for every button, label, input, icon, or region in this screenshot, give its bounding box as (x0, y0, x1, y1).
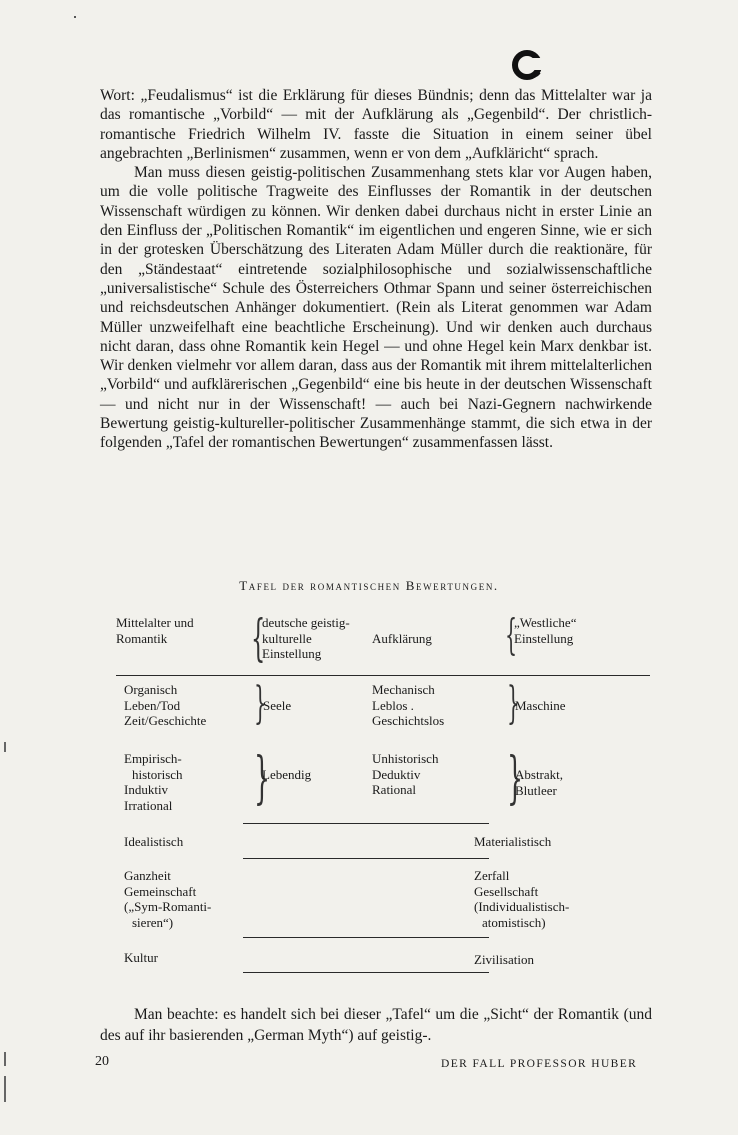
header-col2-line: kulturelle (262, 630, 312, 646)
group2-col3-line: Unhistorisch (372, 751, 439, 766)
group1-col2: Seele (263, 698, 292, 713)
header-col3: Aufklärung (372, 631, 432, 646)
group4-left-line: („Sym-Romanti- (124, 899, 212, 914)
group2-col4 (515, 767, 563, 798)
running-title: DER FALL PROFESSOR HUBER (441, 1058, 638, 1070)
group2-col4-line: Abstrakt, (515, 767, 564, 782)
paragraph-2: Man muss diesen geistig-politischen Zusammenhang stets klar vor Augen haben, um die volle politische Tragweite des Einflusses der Romantik in der deutschen Wissenschaft würdigen zu können. Wir denken dabei durchaus nicht in erster Linie an den Einfluss der „Politischen Romantik“ im eigentlichen und engeren Sinne, wie er sich in der grotesken Überschätzung des Literaten Adam Müller durch die reaktionäre, für den „Ständestaat“ eintretende sozialphilosophische und sozialwissenschaftliche „universalistische“ Schule des Österreichers Othmar Spann und seiner österreichischen und reichsdeutschen Anhänger dokumentiert. (Rein als Literat genommen war Adam Müller unzweifelhaft eine beachtliche Erscheinung). Und wir denken auch durchaus nicht daran, dass ohne Romantik kein Hegel — und ohne Hegel kein Marx denkbar ist. Wir denken vielmehr vor allem daran, dass aus der Romantik mit ihrem mittelalterlichen „Vorbild“ und aufklärerischen „Gegenbild“ eine bis heute in der deutschen Wissenschaft — und nicht nur in der Wissenschaft! — auch bei Nazi-Gegnern nachwirkende Bewertung geistig-kultureller-politischer Zusammenhänge stammt, die sich etwa in der folgenden „Tafel der romantischen Bewertungen“ zusammenfassen lässt. (100, 164, 652, 452)
header-col1 (116, 615, 194, 646)
group2-col1-line: Irrational (124, 797, 173, 813)
group1-col3-line: Mechanisch (372, 682, 435, 697)
scan-speck (4, 1052, 6, 1066)
group3-right: Materialistisch (474, 834, 552, 849)
body-text (100, 86, 652, 453)
group2-col1 (124, 751, 183, 813)
group1-col3 (372, 682, 444, 729)
scan-speck (74, 16, 76, 18)
group4-left (124, 868, 211, 930)
brace-icon: } (254, 746, 271, 811)
header-col1-line: Mittelalter und (116, 615, 194, 630)
publisher-logo-icon (510, 48, 544, 82)
group4-right-line: atomistisch) (482, 914, 546, 930)
table-title: Tafel der romantischen Bewertungen. (239, 578, 499, 593)
header-col4 (514, 615, 576, 646)
closing-paragraph: Man beachte: es handelt sich bei dieser „Tafel“ um die „Sicht“ der Romantik (und des auf ihr basierenden „German Myth“) auf geistig-. (100, 1006, 652, 1044)
header-col4-line: „Westliche“ (514, 615, 577, 630)
brace-icon: } (507, 678, 520, 729)
group1-col1-line: Organisch (124, 682, 178, 697)
group1-col4: Maschine (515, 698, 566, 713)
group2-col1-line: Empirisch- (124, 751, 182, 766)
page-number: 20 (95, 1054, 109, 1069)
group5-right: Zivilisation (474, 952, 534, 967)
group4-right-line: (Individualistisch- (474, 899, 570, 914)
header-col4-line: Einstellung (514, 630, 574, 646)
group1-col3-line: Leblos . (372, 697, 414, 713)
group2-col3-line: Rational (372, 782, 417, 797)
table-rule (116, 675, 650, 676)
group2-col1-line: Induktiv (124, 782, 169, 797)
group4-right-line: Zerfall (474, 868, 510, 883)
table-rule (243, 823, 489, 824)
group1-col3-line: Geschichtslos (372, 713, 445, 728)
header-col2 (262, 615, 350, 662)
header-col2-line: Einstellung (262, 646, 322, 661)
group4-left-line: Gemeinschaft (124, 883, 197, 899)
group5-left: Kultur (124, 950, 158, 965)
group2-col3-line: Deduktiv (372, 766, 421, 782)
table-rule (243, 972, 489, 973)
group4-right (474, 868, 569, 930)
group4-left-line: sieren“) (132, 914, 174, 930)
group1-col1-line: Leben/Tod (124, 697, 181, 713)
group4-left-line: Ganzheit (124, 868, 171, 883)
scan-speck (4, 742, 6, 752)
brace-icon: { (505, 610, 518, 659)
group4-right-line: Gesellschaft (474, 883, 539, 899)
brace-icon: } (254, 678, 267, 729)
group3-left: Idealistisch (124, 834, 184, 849)
group1-col1 (124, 682, 206, 729)
header-col1-line: Romantik (116, 630, 168, 646)
group2-col2: Lebendig (262, 767, 312, 782)
group1-col1-line: Zeit/Geschichte (124, 713, 207, 728)
brace-icon: { (251, 609, 266, 667)
group2-col4-line: Blutleer (515, 782, 557, 798)
group2-col1-line: historisch (132, 766, 183, 782)
brace-icon: } (507, 746, 524, 811)
header-col2-line: deutsche geistig- (262, 615, 350, 630)
group2-col3 (372, 751, 438, 798)
table-rule (243, 858, 489, 859)
paragraph-1: Wort: „Feudalismus“ ist die Erklärung für dieses Bündnis; denn das Mittelalter war ja das romantische „Vorbild“ — mit der Aufklärung als „Gegenbild“. Der christlich-romantische Friedrich Wilhelm IV. fasste die Situation in einem seiner übel angebrachten „Berlinismen“ zusammen, wenn er von dem „Aufkläricht“ sprach. (100, 87, 652, 162)
scan-speck (4, 1076, 6, 1102)
table-rule (243, 937, 489, 938)
